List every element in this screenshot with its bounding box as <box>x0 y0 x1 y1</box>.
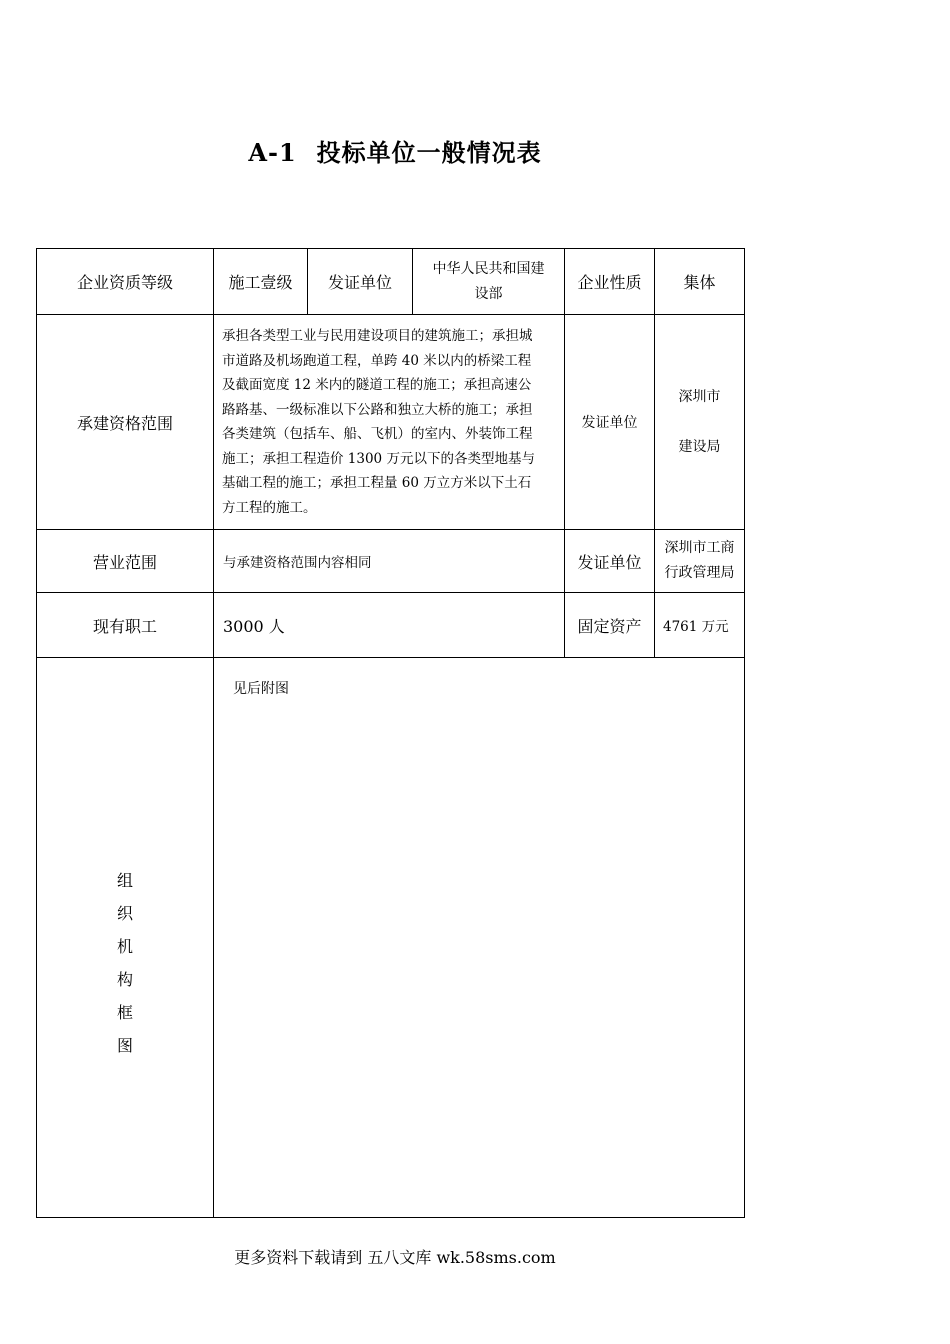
assets-value: 4761 万元 <box>655 593 745 658</box>
business-scope-label: 营业范围 <box>37 530 214 593</box>
issuer-line: 建设局 <box>678 439 721 455</box>
scope-line: 方工程的施工。 <box>222 499 317 516</box>
issuer-line: 深圳市工商 <box>664 540 735 556</box>
staff-value: 3000 人 <box>214 593 565 658</box>
scope-line: 各类建筑（包括车、船、飞机）的室内、外装饰工程 <box>222 426 533 442</box>
org-label-char: 图 <box>116 1035 133 1055</box>
issuer-line: 深圳市 <box>678 389 721 405</box>
table-row <box>37 658 745 1218</box>
org-label-char: 组 <box>116 870 133 890</box>
org-chart-label <box>37 658 214 1218</box>
issuer-line: 行政管理局 <box>664 565 735 581</box>
construction-scope-label: 承建资格范围 <box>37 315 214 530</box>
org-label-char: 构 <box>116 969 133 989</box>
org-label-char: 织 <box>116 903 133 923</box>
title-code: A-1 <box>248 138 297 167</box>
issuer-value: 中华人民共和国建设部 <box>413 249 565 315</box>
scope-issuer-value <box>655 315 745 530</box>
org-label-char: 机 <box>116 936 133 956</box>
construction-scope-content <box>214 315 565 530</box>
business-issuer-label: 发证单位 <box>565 530 655 593</box>
title-text: 投标单位一般情况表 <box>316 138 542 167</box>
bidder-info-table <box>36 248 745 1218</box>
staff-label: 现有职工 <box>37 593 214 658</box>
qualification-label: 企业资质等级 <box>37 249 214 315</box>
qualification-value: 施工壹级 <box>214 249 308 315</box>
issuer-label: 发证单位 <box>308 249 413 315</box>
scope-issuer-label: 发证单位 <box>565 315 655 530</box>
scope-line: 市道路及机场跑道工程，单跨 40 米以内的桥梁工程 <box>222 352 532 369</box>
scope-line: 路路基、一级标准以下公路和独立大桥的施工；承担 <box>222 401 533 418</box>
scope-line: 承担各类型工业与民用建设项目的建筑施工；承担城 <box>222 328 533 344</box>
page-title <box>0 133 790 168</box>
nature-label: 企业性质 <box>565 249 655 315</box>
scope-line: 施工；承担工程造价 1300 万元以下的各类型地基与 <box>222 450 535 467</box>
nature-value: 集体 <box>655 249 745 315</box>
assets-label: 固定资产 <box>565 593 655 658</box>
scope-line: 基础工程的施工；承担工程量 60 万立方米以下土石 <box>222 475 532 491</box>
table-row <box>37 530 745 593</box>
scope-line: 及截面宽度 12 米内的隧道工程的施工；承担高速公 <box>222 377 532 393</box>
table-row <box>37 249 745 315</box>
business-issuer-value <box>655 530 745 593</box>
org-label-char: 框 <box>116 1002 133 1022</box>
business-scope-content: 与承建资格范围内容相同 <box>214 530 565 593</box>
table-row <box>37 593 745 658</box>
table-row <box>37 315 745 530</box>
org-chart-note: 见后附图 <box>233 681 289 697</box>
org-chart-content <box>214 658 745 1218</box>
footer-link[interactable]: 更多资料下载请到 五八文库 wk.58sms.com <box>234 1248 556 1267</box>
